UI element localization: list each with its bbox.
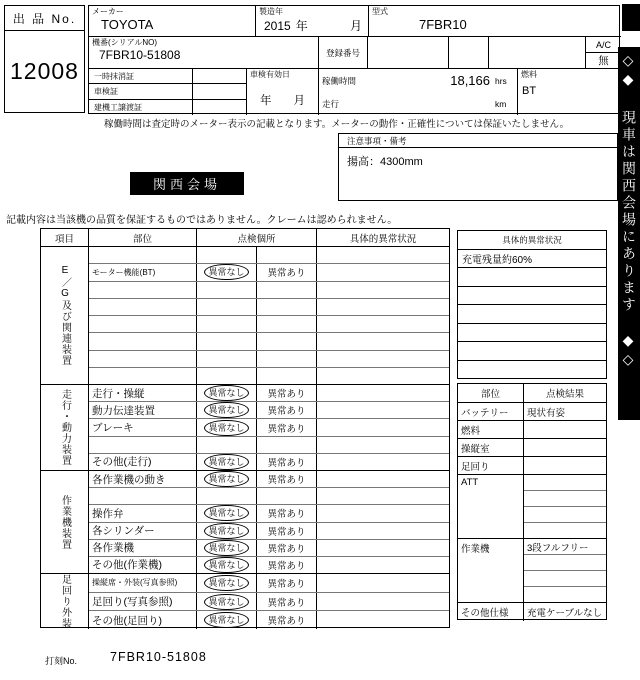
result-value-cell: 3段フルフリー: [524, 539, 606, 555]
detail-cell: [317, 247, 449, 263]
shaken-validity-cell: [247, 69, 319, 115]
fuel-cell: [518, 69, 621, 115]
detail-cell: [317, 385, 449, 401]
detail-cell: [317, 523, 449, 539]
check-result-groups: [458, 403, 606, 621]
check-ng-cell: 異常あり: [257, 593, 317, 611]
table-row: [89, 471, 449, 488]
check-ok-cell: [197, 505, 257, 521]
section-rows: [89, 385, 449, 470]
remarks-value: 揚高：4300mm: [347, 156, 423, 168]
ac-cell: [586, 37, 621, 69]
check-ng-cell: 異常あり: [257, 385, 317, 401]
part-cell: [89, 488, 197, 504]
month-unit: 月: [349, 19, 362, 33]
shaken-year-unit: 年: [260, 95, 272, 107]
ok-circled-label: 異常なし: [204, 385, 248, 401]
maker-value: TOYOTA: [101, 17, 154, 32]
check-ok-cell: [197, 488, 257, 504]
result-value-cell: [524, 421, 606, 438]
table-row: [89, 247, 449, 264]
check-ng-cell: [257, 247, 317, 263]
check-ok-cell: [197, 247, 257, 263]
mileage-unit: km: [495, 98, 507, 109]
detail-cell: [317, 264, 449, 280]
detail-cell: [317, 611, 449, 629]
check-ok-cell: [197, 316, 257, 332]
part-cell: ブレーキ: [89, 419, 197, 435]
venue-side-banner: ◇◆ 現車は関西会場にあります ◆◇: [618, 47, 640, 420]
shaken-month-unit: 月: [293, 95, 305, 107]
part-cell: [89, 247, 197, 263]
inspection-section: [41, 247, 449, 385]
result-part-cell: 操縦室: [458, 439, 524, 456]
check-ok-cell: [197, 540, 257, 556]
result-rows: [524, 421, 606, 438]
abnormality-detail-row: [458, 305, 606, 324]
table-row: [89, 385, 449, 402]
doc-label: 車検証: [89, 84, 193, 98]
col-part: 部位: [89, 229, 197, 246]
table-row: [89, 488, 449, 505]
check-ok-cell: [197, 593, 257, 611]
check-ok-cell: [197, 264, 257, 280]
abnormality-detail-row: 充電残量約60%: [458, 250, 606, 269]
stamp-no-value: 7FBR10-51808: [110, 650, 207, 664]
result-group: [458, 457, 606, 475]
result-value-cell: [524, 491, 606, 507]
ac-label: A/C: [586, 37, 621, 53]
check-ok-cell: [197, 611, 257, 629]
detail-cell: [317, 540, 449, 556]
inspection-table: [40, 228, 450, 628]
detail-cell: [317, 505, 449, 521]
detail-cell: [317, 593, 449, 611]
part-cell: 動力伝達装置: [89, 402, 197, 418]
table-row: [89, 523, 449, 540]
abnormality-detail-row: [458, 342, 606, 361]
part-cell: その他(作業機): [89, 557, 197, 573]
corner-mark: [622, 4, 640, 31]
table-row: [89, 419, 449, 436]
section-item-label: E／G及び関連装置: [59, 265, 71, 366]
abnormality-detail-row: [458, 361, 606, 379]
col-item: 項目: [41, 229, 89, 246]
part-cell: 各作業機: [89, 540, 197, 556]
abnormality-detail-title: 具体的異常状況: [458, 231, 606, 250]
check-ok-cell: [197, 385, 257, 401]
part-cell: モーター機能(BT): [89, 264, 197, 280]
section-item-cell: [41, 247, 89, 384]
result-value-cell: [524, 475, 606, 491]
section-rows: [89, 574, 449, 629]
result-rows: [524, 475, 606, 538]
shaken-label: 車検有効日: [250, 70, 290, 79]
table-row: [89, 574, 449, 593]
year-unit: 年: [295, 19, 308, 33]
table-row: [89, 593, 449, 612]
ok-circled-label: 異常なし: [204, 402, 248, 418]
col-result-value: 点検結果: [545, 389, 584, 400]
check-ng-cell: 異常あり: [257, 264, 317, 280]
meter-disclaimer: 稼働時間は査定時のメーター表示の記載となります。メーターの動作・正確性については保証いたしません。: [104, 119, 570, 130]
result-group: [458, 421, 606, 439]
section-item-cell: [41, 471, 89, 573]
check-ng-cell: [257, 351, 317, 367]
fuel-value: BT: [522, 85, 537, 97]
result-value-cell: [524, 555, 606, 571]
section-item-cell: [41, 385, 89, 470]
mileage-label: 走行: [322, 98, 340, 109]
part-cell: [89, 316, 197, 332]
inspection-section: [41, 574, 449, 629]
check-ng-cell: 異常あり: [257, 505, 317, 521]
part-cell: その他(走行): [89, 454, 197, 470]
result-rows: [524, 457, 606, 474]
detail-cell: [317, 574, 449, 592]
mileage-row: [319, 92, 517, 115]
section-rows: [89, 247, 449, 384]
check-result-header: [458, 384, 606, 403]
ac-value: 無: [598, 55, 609, 67]
ok-circled-label: 異常なし: [204, 557, 248, 573]
check-ok-cell: [197, 557, 257, 573]
table-row: [89, 402, 449, 419]
part-cell: [89, 368, 197, 384]
col-result-part: 部位: [458, 384, 524, 402]
ok-circled-label: 異常なし: [204, 594, 248, 610]
detail-cell: [317, 419, 449, 435]
table-row: [89, 299, 449, 316]
check-ng-cell: 異常あり: [257, 611, 317, 629]
ok-circled-label: 異常なし: [204, 575, 248, 591]
detail-cell: [317, 488, 449, 504]
detail-cell: [317, 454, 449, 470]
check-ng-cell: [257, 437, 317, 453]
hours-unit: hrs: [495, 75, 507, 86]
empty-cell: [489, 37, 586, 69]
abnormality-detail-row: [458, 287, 606, 306]
ok-circled-label: 異常なし: [204, 523, 248, 539]
check-ok-cell: [197, 574, 257, 592]
part-cell: [89, 351, 197, 367]
year-label: 製造年: [259, 7, 283, 16]
result-value-cell: [524, 587, 606, 602]
machine-info-table: [88, 5, 620, 114]
part-cell: 操作弁: [89, 505, 197, 521]
result-group: [458, 603, 606, 621]
detail-cell: [317, 316, 449, 332]
part-cell: 各作業機の動き: [89, 471, 197, 487]
section-item-label: 走行・動力装置: [59, 389, 71, 466]
hours-mileage-cell: [319, 69, 518, 115]
check-ng-cell: [257, 368, 317, 384]
result-group: [458, 439, 606, 457]
check-ng-cell: [257, 316, 317, 332]
table-row: [89, 611, 449, 629]
inspection-table-body: [41, 247, 449, 629]
result-part-cell: 作業機: [458, 539, 524, 602]
exhibit-no-label: 出 品 No.: [5, 6, 84, 31]
col-check: 点検個所: [197, 229, 317, 246]
registration-no-cell: 登録番号: [319, 37, 368, 69]
result-value-cell: [524, 523, 606, 538]
inspection-table-header: [41, 229, 449, 247]
part-cell: [89, 437, 197, 453]
check-ng-cell: 異常あり: [257, 574, 317, 592]
remarks-title: 注意事項・備考: [339, 134, 617, 148]
table-row: [89, 333, 449, 350]
exhibit-no-value: 12008: [10, 57, 79, 84]
check-ok-cell: [197, 351, 257, 367]
documents-cell: [89, 69, 247, 115]
check-ng-cell: 異常あり: [257, 454, 317, 470]
doc-label: 一時抹消証: [89, 69, 193, 83]
doc-label: 建機工譲渡証: [89, 100, 193, 115]
table-row: [89, 540, 449, 557]
hours-value: 18,166: [450, 73, 490, 88]
result-part-cell: ATT: [458, 475, 524, 538]
fuel-label: 燃料: [521, 70, 537, 79]
detail-cell: [317, 471, 449, 487]
table-row: [89, 437, 449, 454]
result-group: [458, 475, 606, 539]
check-result-box: [457, 383, 607, 620]
check-ng-cell: [257, 333, 317, 349]
abnormality-detail-box: [457, 230, 607, 379]
part-cell: 走行・操縦: [89, 385, 197, 401]
detail-cell: [317, 333, 449, 349]
detail-cell: [317, 368, 449, 384]
result-part-cell: バッテリー: [458, 403, 524, 420]
table-row: [89, 351, 449, 368]
check-ng-cell: 異常あり: [257, 419, 317, 435]
hours-label: 稼働時間: [322, 75, 357, 86]
stamp-no-label: 打刻No.: [45, 656, 78, 666]
exhibit-no-box: [4, 5, 85, 113]
detail-cell: [317, 299, 449, 315]
detail-cell: [317, 282, 449, 298]
inspection-section: [41, 471, 449, 574]
check-ok-cell: [197, 282, 257, 298]
model-value: 7FBR10: [419, 17, 467, 32]
result-part-cell: 燃料: [458, 421, 524, 438]
table-row: [89, 454, 449, 470]
shaken-date-line: [247, 92, 318, 108]
venue-badge: 関西会場: [130, 172, 244, 195]
detail-cell: [317, 557, 449, 573]
year-line: [256, 16, 368, 34]
claim-disclaimer: 記載内容は当該機の品質を保証するものではありません。クレームは認められません。: [6, 215, 398, 226]
ok-circled-label: 異常なし: [204, 612, 248, 628]
doc-value: [193, 69, 246, 83]
doc-value: [193, 84, 246, 98]
hours-row: [319, 69, 517, 92]
ok-circled-label: 異常なし: [204, 540, 248, 556]
detail-cell: [317, 402, 449, 418]
check-ng-cell: 異常あり: [257, 557, 317, 573]
check-ng-cell: [257, 488, 317, 504]
check-ok-cell: [197, 471, 257, 487]
part-cell: その他(足回り): [89, 611, 197, 629]
part-cell: 足回り(写真参照): [89, 593, 197, 611]
ok-circled-label: 異常なし: [204, 471, 248, 487]
part-cell: [89, 282, 197, 298]
result-part-cell: その他仕様: [458, 603, 524, 621]
abnormality-detail-row: [458, 324, 606, 343]
serial-value: 7FBR10-51808: [99, 48, 181, 62]
result-value-cell: [524, 439, 606, 456]
col-detail: 具体的異常状況: [349, 233, 417, 245]
check-ok-cell: [197, 333, 257, 349]
part-cell: 各シリンダー: [89, 523, 197, 539]
section-item-label: 作業機装置: [59, 494, 71, 550]
model-cell: [369, 6, 621, 37]
year-value: 2015: [264, 18, 291, 33]
ok-circled-label: 異常なし: [204, 454, 248, 470]
serial-cell: [89, 37, 319, 69]
model-label: 型式: [372, 7, 388, 16]
table-row: [89, 557, 449, 573]
serial-label: 機番(シリアルNO): [92, 38, 158, 47]
abnormality-detail-row: [458, 268, 606, 287]
empty-cell: [449, 37, 489, 69]
table-row: [89, 264, 449, 281]
ok-circled-label: 異常なし: [204, 264, 248, 280]
empty-cell: [368, 37, 449, 69]
doc-row: [89, 69, 246, 84]
part-cell: [89, 333, 197, 349]
result-group: [458, 539, 606, 603]
detail-cell: [317, 351, 449, 367]
part-cell: 操縦席・外装(写真参照): [89, 574, 197, 592]
check-ng-cell: [257, 299, 317, 315]
check-ng-cell: 異常あり: [257, 540, 317, 556]
ok-circled-label: 異常なし: [204, 420, 248, 436]
check-ok-cell: [197, 437, 257, 453]
result-rows: [524, 439, 606, 456]
section-item-label: 足回り外装: [59, 574, 71, 629]
check-ng-cell: 異常あり: [257, 523, 317, 539]
check-ng-cell: 異常あり: [257, 402, 317, 418]
result-value-cell: 充電ケーブルなし: [527, 608, 603, 619]
result-value-cell: 現状有姿: [527, 407, 566, 419]
remarks-box: [338, 133, 618, 201]
result-group: [458, 403, 606, 421]
doc-row: [89, 100, 246, 115]
doc-value: [193, 100, 246, 115]
check-ng-cell: 異常あり: [257, 471, 317, 487]
ok-circled-label: 異常なし: [204, 505, 248, 521]
check-ok-cell: [197, 419, 257, 435]
table-row: [89, 368, 449, 384]
part-cell: [89, 299, 197, 315]
maker-cell: [89, 6, 256, 37]
result-value-cell: [524, 457, 606, 474]
result-value-cell: [524, 507, 606, 523]
table-row: [89, 282, 449, 299]
check-ok-cell: [197, 454, 257, 470]
result-rows: [524, 603, 606, 621]
maker-label: メーカー: [92, 7, 124, 16]
detail-cell: [317, 437, 449, 453]
inspection-section: [41, 385, 449, 471]
result-rows: [524, 403, 606, 420]
result-part-cell: 足回り: [458, 457, 524, 474]
check-ok-cell: [197, 402, 257, 418]
table-row: [89, 505, 449, 522]
check-ok-cell: [197, 523, 257, 539]
check-ok-cell: [197, 368, 257, 384]
section-rows: [89, 471, 449, 573]
table-row: [89, 316, 449, 333]
check-ng-cell: [257, 282, 317, 298]
section-item-cell: [41, 574, 89, 629]
manufacture-year-cell: [256, 6, 369, 37]
doc-row: [89, 84, 246, 99]
check-ok-cell: [197, 299, 257, 315]
result-rows: [524, 539, 606, 602]
result-value-cell: [524, 571, 606, 587]
